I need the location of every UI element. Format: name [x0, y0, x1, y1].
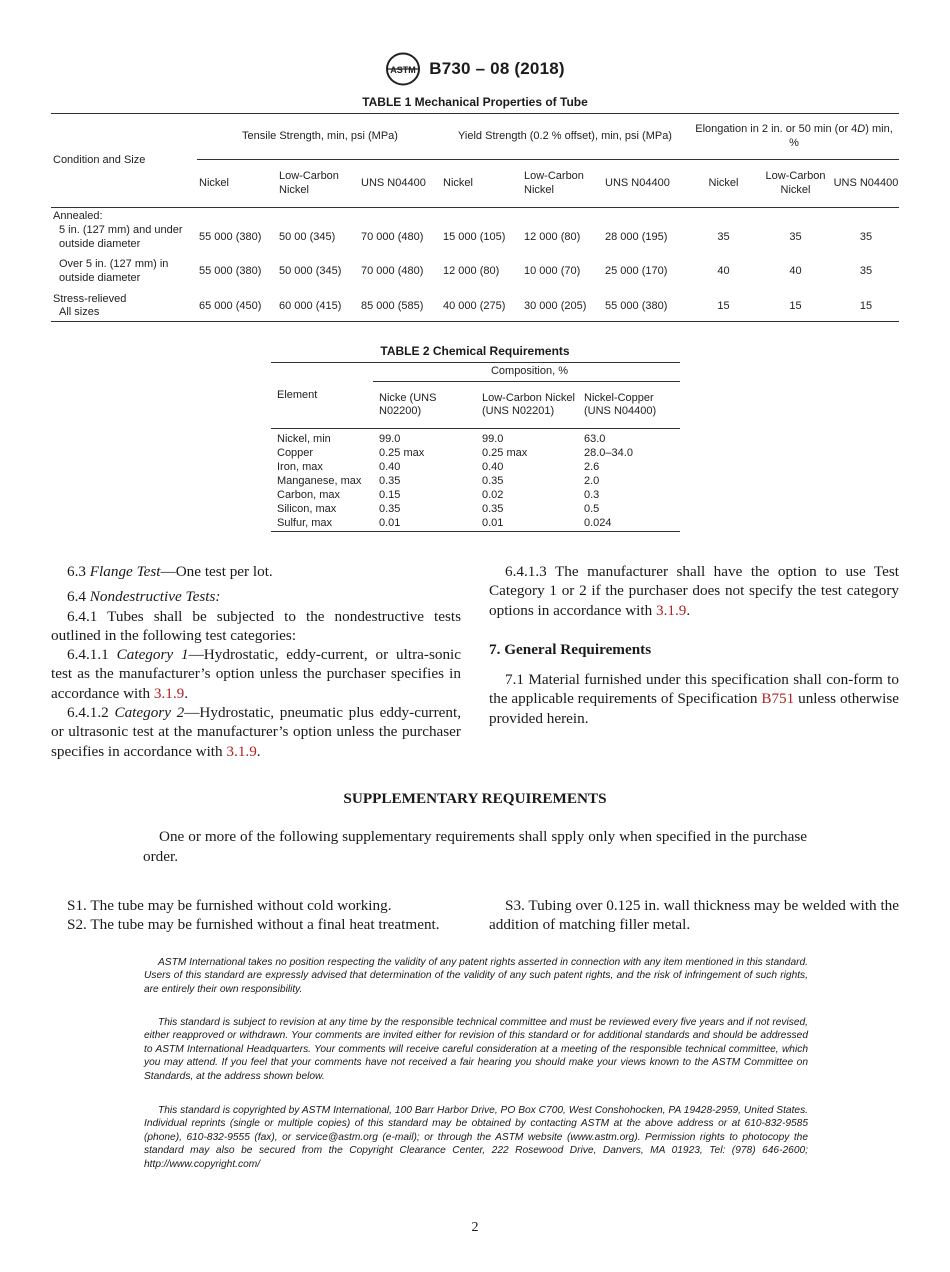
header-element: Element	[271, 363, 373, 429]
cell: 0.024	[578, 517, 680, 532]
table-row	[271, 433, 680, 447]
cell: 0.40	[482, 460, 504, 473]
subheader-nickel: Nickel	[441, 160, 522, 208]
cell: 10 000 (70)	[524, 264, 581, 277]
supplementary-title: SUPPLEMENTARY REQUIREMENTS	[343, 790, 607, 807]
cell: 0.25 max	[482, 446, 528, 459]
cell: 55 000 (380)	[199, 264, 262, 277]
table-row	[271, 517, 680, 532]
cell: 0.35	[379, 502, 401, 515]
cell: 85 000 (585)	[359, 292, 441, 322]
cell: 40	[717, 264, 730, 277]
cell: 28 000 (195)	[605, 230, 668, 243]
cell: 0.01	[373, 517, 476, 532]
table-row	[271, 447, 680, 461]
document-id: B730 – 08 (2018)	[429, 59, 565, 78]
cell: 0.35	[482, 474, 504, 487]
section-6-4-1-1: 6.4.1.1 Category 1—Hydrostatic, eddy-current, or ultra-sonic test as the manufacturer’s option unless the purchaser specifies in accordance with 3.1.9.	[51, 646, 461, 702]
cell: 25 000 (170)	[605, 264, 668, 277]
logo-text: ASTM	[390, 65, 416, 75]
row-label-annealed: Annealed:	[53, 210, 103, 222]
cell: 40 000 (275)	[441, 292, 522, 322]
cell: 99.0	[482, 432, 504, 445]
section-6-4-1: 6.4.1 Tubes shall be subjected to the nondestructive tests outlined in the following test categories:	[51, 607, 461, 644]
cell: 50 00 (345)	[279, 230, 336, 243]
subheader-nickel: Nickel	[197, 160, 277, 208]
section-6-4-1-3: 6.4.1.3 The manufacturer shall have the option to use Test Category 1 or 2 if the purchaser does not specify the test category options in accordance with 3.1.9.	[489, 563, 899, 619]
reference-link-3-1-9[interactable]: 3.1.9	[656, 601, 687, 619]
table-chemical-requirements	[271, 362, 680, 532]
subheader-lowcarbon: Low-Carbon Nickel	[522, 160, 603, 208]
header-elongation: Elongation in 2 in. or 50 min (or 4D) min, %	[687, 114, 899, 160]
header-composition: Composition, %	[373, 363, 680, 382]
section-6-4-1-2: 6.4.1.2 Category 2—Hydrostatic, pneumatic plus eddy-current, or ultrasonic test at the manufacturer’s option unless the purchaser specifies in accordance with 3.1.9.	[51, 704, 462, 760]
subheader-lowcarbon: Low-Carbon Nickel	[277, 160, 359, 208]
cell: 35	[717, 230, 730, 243]
cell: 12 000 (80)	[443, 264, 500, 277]
cell: 2.0	[584, 474, 600, 487]
cell: 15	[831, 292, 899, 322]
row-label: 5 in. (127 mm) and under outside diameter	[59, 224, 183, 250]
table1-title: TABLE 1 Mechanical Properties of Tube	[362, 95, 588, 109]
cell: 0.35	[482, 502, 504, 515]
cell: 0.3	[584, 488, 600, 501]
cell: 0.25 max	[379, 446, 425, 459]
cell: 0.02	[482, 488, 504, 501]
supplementary-intro: One or more of the following supplementary requirements shall spply only when specified in the purchase order.	[143, 828, 807, 865]
section-7-1: 7.1 Material furnished under this specification shall con-form to the applicable requirements of Specification B751 unless otherwise provided herein.	[489, 671, 899, 727]
table-row	[51, 292, 899, 322]
table2-title: TABLE 2 Chemical Requirements	[380, 344, 570, 358]
cell: 55 000 (380)	[199, 230, 262, 243]
cell: 28.0–34.0	[584, 446, 633, 459]
cell: 55 000 (380)	[603, 292, 687, 322]
cell: 15	[687, 292, 758, 322]
element-name: Sulfur, max	[271, 517, 373, 532]
section-7-heading: 7. General Requirements	[489, 640, 652, 658]
subheader-uns: UNS N04400	[359, 160, 441, 208]
cell: 35	[859, 230, 873, 243]
page-header	[0, 52, 950, 91]
copyright-notice: This standard is copyrighted by ASTM International, 100 Barr Harbor Drive, PO Box C700, West Conshohocken, PA 19428-2959, United States. Individual reprints (single or multiple copies) of this standard may be obtained by contacting ASTM at the above address or at 610-832-9585 (phone), 610-832-9555 (fax), or service@astm.org (e-mail); or through the ASTM website (www.astm.org). Permission rights to photocopy the standard may also be secured from the Copyright Clearance Center, 222 Rosewood Drive, Danvers, MA 01923, Tel: (978) 646-2600; http://www.copyright.com/	[144, 1105, 808, 1170]
table-row	[271, 475, 680, 489]
table-mechanical-properties	[51, 113, 899, 322]
reference-link-3-1-9[interactable]: 3.1.9	[226, 742, 257, 760]
element-name: Iron, max	[277, 460, 323, 473]
header-yield: Yield Strength (0.2 % offset), min, psi (MPa)	[441, 114, 687, 160]
row-label: Over 5 in. (127 mm) in outside diameter	[59, 258, 169, 284]
cell: 0.5	[584, 502, 600, 515]
supplementary-right	[489, 896, 899, 935]
cell: 2.6	[584, 460, 600, 473]
astm-logo-icon	[385, 52, 421, 86]
cell: 60 000 (415)	[277, 292, 359, 322]
cell: 50 000 (345)	[279, 264, 342, 277]
subheader-lowcarbon: Low-Carbon Nickel (UNS N02201)	[476, 382, 578, 429]
cell: 12 000 (80)	[524, 230, 581, 243]
cell: 30 000 (205)	[522, 292, 603, 322]
patent-notice: ASTM International takes no position respecting the validity of any patent rights asserted in connection with any item mentioned in this standard. Users of this standard are expressly advised that determination of the validity of any such patent rights, and the risk of infringement of such rights, are entirely their own responsibility.	[144, 957, 808, 995]
header-condition: Condition and Size	[51, 114, 197, 208]
table-row	[271, 503, 680, 517]
header-tensile: Tensile Strength, min, psi (MPa)	[197, 114, 441, 160]
reference-link-3-1-9[interactable]: 3.1.9	[153, 684, 185, 702]
table-row	[51, 252, 899, 292]
subheader-nickel: Nicke (UNS N02200)	[373, 382, 476, 429]
body-right-column	[489, 562, 899, 728]
subheader-uns: UNS N04400	[831, 160, 899, 208]
section-6-4: 6.4 Nondestructive Tests:	[67, 588, 221, 606]
element-name: Nickel, min	[277, 432, 331, 445]
section-6-3: 6.3 Flange Test—One test per lot.	[67, 563, 273, 580]
supplementary-s2: S2. The tube may be furnished without a final heat treatment.	[67, 916, 440, 934]
cell: 40	[789, 264, 802, 277]
cell: 15 000 (105)	[443, 230, 506, 243]
row-label: Stress-relieved All sizes	[51, 292, 197, 322]
cell: 99.0	[379, 432, 401, 445]
supplementary-left	[51, 896, 471, 935]
cell: 35	[789, 230, 802, 243]
table-row	[51, 224, 899, 252]
supplementary-s3: S3. Tubing over 0.125 in. wall thickness may be welded with the addition of matching filler metal.	[489, 897, 899, 934]
cell: 0.40	[379, 460, 401, 473]
cell: 63.0	[584, 432, 606, 445]
cell: 70 000 (480)	[361, 230, 424, 243]
subheader-uns: UNS N04400	[603, 160, 687, 208]
table-row	[271, 461, 680, 475]
element-name: Carbon, max	[277, 488, 340, 501]
element-name: Copper	[277, 446, 314, 459]
table-row	[271, 489, 680, 503]
element-name: Manganese, max	[277, 474, 362, 487]
subheader-lowcarbon: Low-Carbon Nickel	[758, 160, 831, 208]
subheader-nickel: Nickel	[687, 160, 758, 208]
cell: 65 000 (450)	[197, 292, 277, 322]
cell: 0.15	[379, 488, 401, 501]
cell: 70 000 (480)	[361, 264, 424, 277]
page-number: 2	[471, 1220, 479, 1235]
cell: 0.01	[476, 517, 578, 532]
cell: 35	[859, 264, 873, 277]
reference-link-b751[interactable]: B751	[761, 690, 795, 708]
cell: 15	[758, 292, 831, 322]
cell: 0.35	[379, 474, 401, 487]
subheader-nickel-copper: Nickel-Copper (UNS N04400)	[578, 382, 680, 429]
element-name: Silicon, max	[277, 502, 337, 515]
supplementary-s1: S1. The tube may be furnished without cold working.	[67, 897, 392, 914]
revision-notice: This standard is subject to revision at any time by the responsible technical committee and must be reviewed every five years and if not revised, either reapproved or withdrawn. Your comments are invited either for revision of this standard or for additional standards and should be addressed to ASTM International Headquarters. Your comments will receive careful consideration at a meeting of the responsible technical committee, which you may attend. If you feel that your comments have not received a fair hearing you should make your views known to the ASTM Committee on Standards, at the address shown below.	[144, 1017, 808, 1082]
body-left-column	[51, 562, 461, 761]
